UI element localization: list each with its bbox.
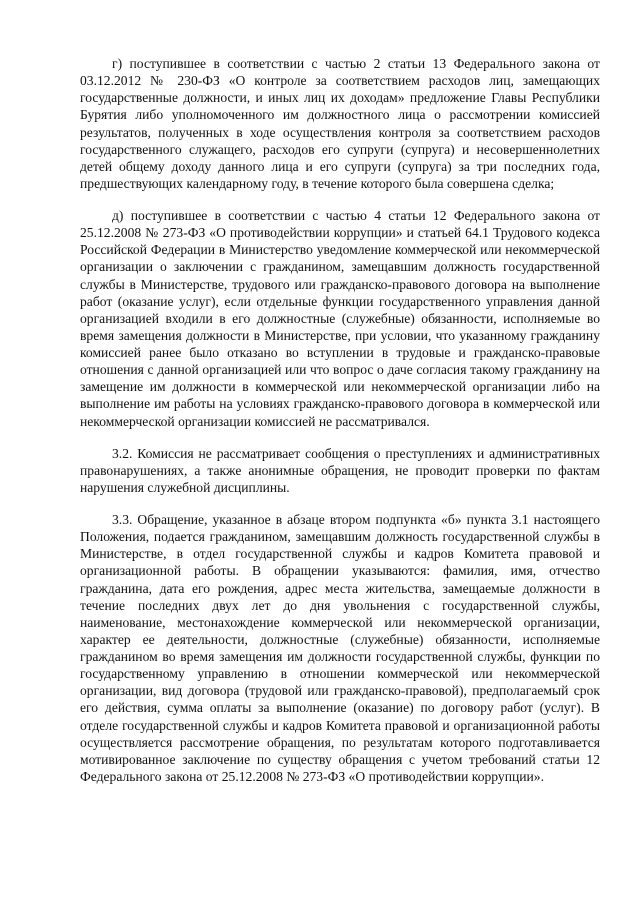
- paragraph-3-2: 3.2. Комиссия не рассматривает сообщения о преступлениях и административных правонарушениях, а также анонимные обращения, не проводит проверки по фактам нарушения служебной дисциплины.: [80, 445, 600, 495]
- document-body: [80, 55, 600, 800]
- paragraph-g: г) поступившее в соответствии с частью 2 статьи 13 Федерального закона от 03.12.2012 № 230-ФЗ «О контроле за соответствием расходов лиц, замещающих государственные должности, и иных лиц их доходам» предложение Главы Республики Бурятия либо уполномоченного им должностного лица о рассмотрении комиссией результатов, полученных в ходе осуществления контроля за соответствием расходов государственного служащего, расходов его супруги (супруга) и несовершеннолетних детей общему доходу данного лица и его супруги (супруга) за три последних года, предшествующих календарному году, в течение которого была совершена сделка;: [80, 56, 600, 191]
- paragraph-d: д) поступившее в соответствии с частью 4 статьи 12 Федерального закона от 25.12.2008 № 273-ФЗ «О противодействии коррупции» и статьей 64.1 Трудового кодекса Российской Федерации в Министерство уведомление коммерческой или некоммерческой организации о заключении с гражданином, замещавшим должность государственной службы в Министерстве, трудового или гражданско-правового договора на выполнение работ (оказание услуг), если отдельные функции государственного управления данной организацией входили в его должностные (служебные) обязанности, исполняемые во время замещения должности в Министерстве, при условии, что указанному гражданину комиссией ранее было отказано во вступлении в трудовые и гражданско-правовые отношения с данной организацией или что вопрос о даче согласия такому гражданину на замещение им должности в коммерческой или некоммерческой организации либо на выполнение им работы на условиях гражданско-правового договора в коммерческой или некоммерческой организации комиссией не рассматривался.: [80, 208, 600, 429]
- paragraph-3-3: 3.3. Обращение, указанное в абзаце втором подпункта «б» пункта 3.1 настоящего Положения, подается гражданином, замещавшим должность государственной службы в Министерстве, в отдел государственной службы и кадров Комитета правовой и организационной работы. В обращении указываются: фамилия, имя, отчество гражданина, дата его рождения, адрес места жительства, замещаемые должности в течение последних двух лет до дня увольнения с государственной службы, наименование, местонахождение коммерческой или некоммерческой организации, характер ее деятельности, должностные (служебные) обязанности, исполняемые гражданином во время замещения им должности государственной службы, функции по государственному управлению в отношении коммерческой или некоммерческой организации, вид договора (трудовой или гражданско-правовой), предполагаемый срок его действия, сумма оплаты за выполнение (оказание) по договору работ (услуг). В отделе государственной службы и кадров Комитета правовой и организационной работы осуществляется рассмотрение обращения, по результатам которого подготавливается мотивированное заключение по существу обращения с учетом требований статьи 12 Федерального закона от 25.12.2008 № 273-ФЗ «О противодействии коррупции».: [80, 512, 600, 784]
